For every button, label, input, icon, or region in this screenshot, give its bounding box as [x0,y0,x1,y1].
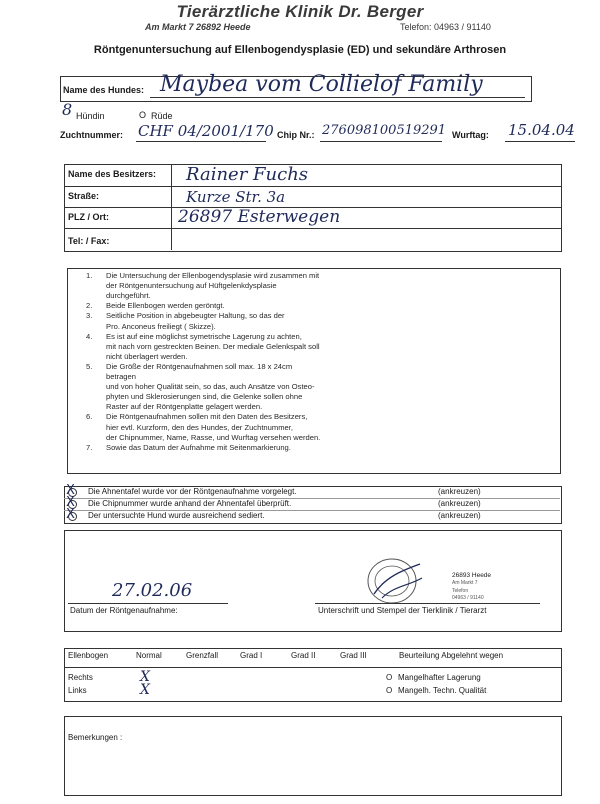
instruction-text: der Chipnummer, Name, Rasse, und Wurftag versehen werden. [106,432,321,442]
phone-label: Tel: / Fax: [68,236,110,246]
checklist [64,483,560,522]
check-hint: (ankreuzen) [438,499,481,508]
check-hint: (ankreuzen) [438,511,481,520]
dog-name-label: Name des Hundes: [63,85,145,95]
clinic-address: Am Markt 7 26892 Heede [145,22,251,32]
results-header: Ellenbogen [68,651,109,660]
instruction-number: 7. [86,442,93,452]
owner-name-label: Name des Besitzers: [68,169,157,179]
check-text: Der untersuchte Hund wurde ausreichend sediert. [88,511,265,520]
results-header: Grad I [240,651,263,660]
chip-label: Chip Nr.: [277,130,315,140]
instruction-text: Pro. Anconeus freiliegt ( Skizze). [106,321,216,331]
stamp-seal-icon [364,556,424,606]
stamp-city: 26893 Heede [452,572,492,579]
remarks-box [64,716,562,796]
stamp-street: Am Markt 7 [452,580,478,586]
normal-check-mark[interactable]: X [140,669,150,685]
check-mark-icon: X [66,495,75,510]
reason-text: Mangelhafter Lagerung [398,673,481,682]
male-radio[interactable]: O [139,110,147,120]
remarks-label: Bemerkungen : [68,733,123,742]
check-text: Die Ahnentafel wurde vor der Röntgenaufnahme vorgelegt. [88,487,297,496]
birth-value[interactable]: 15.04.04 [508,121,575,139]
check-hint: (ankreuzen) [438,487,481,496]
instruction-text: Die Größe der Röntgenaufnahmen soll max. 18 x 24cm [106,361,293,371]
results-row-label: Rechts [68,673,93,682]
instruction-text: Beide Ellenbogen werden geröntgt. [106,301,225,311]
check-text: Die Chipnummer wurde anhand der Ahnentafel überprüft. [88,499,292,508]
studbook-label: Zuchtnummer: [60,130,123,140]
instruction-text: nicht überlagert werden. [106,351,188,361]
instruction-text: Raster auf der Röntgenplatte gelagert werden. [106,402,263,412]
instruction-text: mit nach vorn gestreckten Beinen. Der mediale Gelenkspalt soll [106,341,320,351]
owner-col-line [171,164,172,250]
reason-radio[interactable]: O [386,686,393,695]
owner-row-line-1 [64,186,561,187]
xray-date-value[interactable]: 27.02.06 [112,580,193,601]
clinic-stamp [364,556,514,606]
clinic-title: Tierärztliche Klinik Dr. Berger [176,2,424,21]
signature-line [315,603,540,604]
reason-text: Mangelh. Techn. Qualität [398,686,487,695]
instruction-number: 1. [86,271,93,280]
instruction-text: Seitliche Position in abgebeugter Haltung, so das der [106,311,285,321]
chip-value[interactable]: 276098100519291 [322,123,447,138]
instruction-number: 3. [86,311,93,321]
xray-date-line [68,603,228,604]
results-header: Beurteilung Abgelehnt wegen [399,651,504,660]
instruction-number: 2. [86,301,93,311]
city-value[interactable]: 26897 Esterwegen [178,207,341,227]
instruction-number: 4. [86,331,93,341]
dog-name-line [150,97,525,98]
reason-radio[interactable]: O [386,673,393,682]
instruction-text: durchgeführt. [106,291,151,301]
instruction-text: der Röntgenuntersuchung auf Hüftgelenkdysplasie [106,281,277,291]
chip-line [320,141,442,142]
results-table [64,648,560,700]
instruction-text: Die Untersuchung der Ellenbogendysplasie wird zusammen mit [106,271,320,280]
results-header: Normal [136,651,162,660]
city-label: PLZ / Ort: [68,212,109,222]
instruction-text: phyten und Sklerosierungen sind, die Gelenke sollen ohne [106,392,303,402]
birth-label: Wurftag: [452,130,489,140]
instruction-text: Sowie das Datum der Aufnahme mit Seitenmarkierung. [106,442,291,452]
results-header: Grad III [340,651,367,660]
check-mark-icon: X [66,507,75,522]
results-row-label: Links [68,686,87,695]
street-value[interactable]: Kurze Str. 3a [186,188,286,206]
results-header: Grad II [291,651,316,660]
instruction-text: Die Röntgenaufnahmen sollen mit den Daten des Besitzers, [106,412,308,422]
normal-check-mark[interactable]: X [140,682,150,698]
clinic-phone: Telefon: 04963 / 91140 [400,22,491,32]
instruction-number: 6. [86,412,93,422]
xray-date-label: Datum der Röntgenaufnahme: [70,606,178,615]
results-header: Grenzfall [186,651,219,660]
female-label: Hündin [76,111,105,121]
studbook-line [136,141,266,142]
form-title: Röntgenuntersuchung auf Ellenbogendysplasie (ED) und sekundäre Arthrosen [93,44,507,56]
owner-name-value[interactable]: Rainer Fuchs [186,164,309,185]
check-mark-icon: X [66,483,75,498]
birth-line [505,141,575,142]
instruction-text: betragen [106,372,136,381]
female-mark[interactable]: 8 [62,100,73,119]
owner-row-line-3 [64,228,561,229]
instruction-text: Es ist auf eine möglichst symetrische Lagerung zu achten, [106,331,302,341]
studbook-value[interactable]: CHF 04/2001/170 [138,122,274,140]
signature-label: Unterschrift und Stempel der Tierklinik / Tierarzt [318,606,487,615]
instruction-text: hier evtl. Kurzform, den des Hundes, der Zuchtnummer, [106,422,293,432]
instruction-text: und von hoher Qualität sein, so das, auch Ansätze von Osteo- [106,382,315,392]
stamp-phone: 04963 / 91140 [452,595,484,601]
stamp-tel-label: Telefon [452,588,469,594]
instruction-number: 5. [86,361,93,371]
instructions-list [86,271,546,469]
male-label: Rüde [151,111,173,121]
street-label: Straße: [68,191,100,201]
dog-name-value[interactable]: Maybea vom Collielof Family [160,72,483,97]
